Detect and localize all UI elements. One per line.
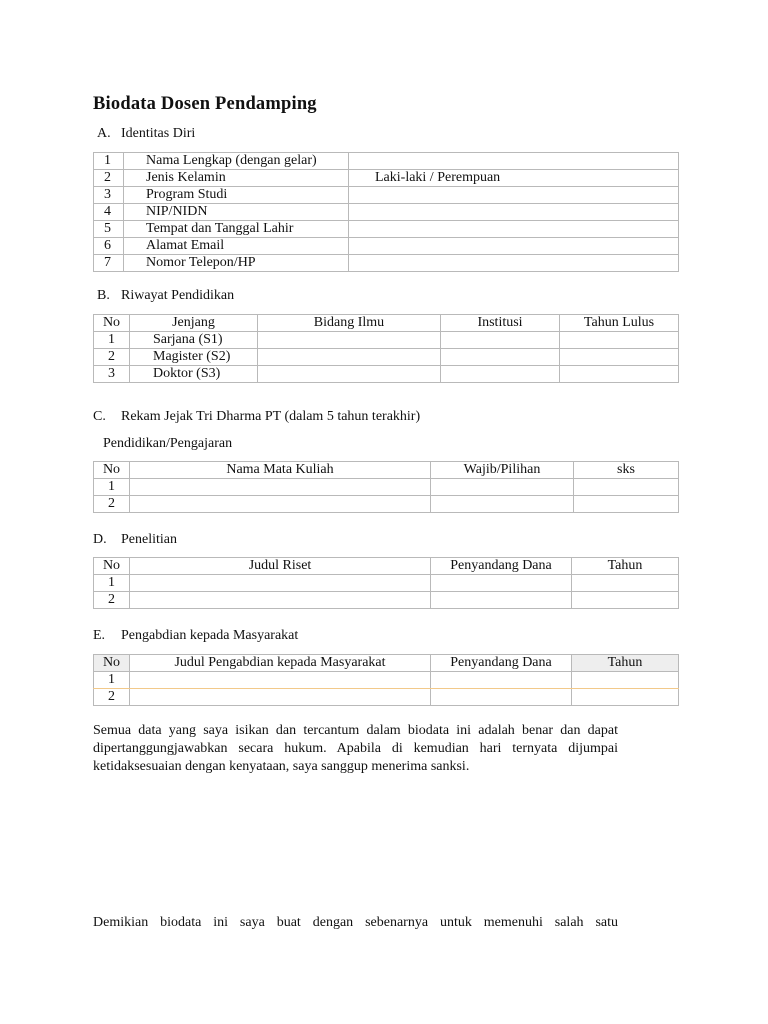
- jenjang-cell: Magister (S2): [130, 349, 258, 366]
- penelitian-table: [93, 557, 679, 609]
- empty-cell: [560, 349, 679, 366]
- column-header: Jenjang: [130, 315, 258, 332]
- column-header: No: [94, 462, 130, 479]
- section-a-heading: [97, 126, 195, 142]
- empty-cell: [572, 672, 679, 689]
- table-header-row: [94, 655, 679, 672]
- row-number: 5: [94, 221, 124, 238]
- row-number: 1: [94, 672, 130, 689]
- section-a-letter: A.: [97, 126, 111, 141]
- section-d-letter: D.: [93, 532, 107, 547]
- section-c-subheading: Pendidikan/Pengajaran: [103, 436, 233, 451]
- section-e-letter: E.: [93, 628, 106, 643]
- column-header: Penyandang Dana: [431, 655, 572, 672]
- empty-cell: [572, 575, 679, 592]
- column-header: Tahun: [572, 655, 679, 672]
- table-row: [94, 479, 679, 496]
- row-value: [349, 187, 679, 204]
- section-c-heading: [93, 409, 420, 425]
- section-b-heading: [97, 288, 234, 304]
- row-value: [349, 204, 679, 221]
- jenjang-cell: Sarjana (S1): [130, 332, 258, 349]
- row-label: Alamat Email: [124, 238, 349, 255]
- empty-cell: [431, 496, 574, 513]
- empty-cell: [431, 689, 572, 706]
- pengajaran-table: [93, 461, 679, 513]
- table-row: [94, 672, 679, 689]
- row-number: 2: [94, 689, 130, 706]
- row-number: 6: [94, 238, 124, 255]
- row-value: [349, 153, 679, 170]
- row-value: [349, 238, 679, 255]
- pengabdian-table: [93, 654, 679, 706]
- empty-cell: [574, 479, 679, 496]
- section-e-title: Pengabdian kepada Masyarakat: [121, 628, 299, 643]
- empty-cell: [130, 479, 431, 496]
- column-header: Penyandang Dana: [431, 558, 572, 575]
- row-number: 1: [94, 153, 124, 170]
- empty-cell: [130, 689, 431, 706]
- section-c-letter: C.: [93, 409, 106, 424]
- empty-cell: [572, 689, 679, 706]
- jenjang-cell: Doktor (S3): [130, 366, 258, 383]
- row-label: Jenis Kelamin: [124, 170, 349, 187]
- table-header-row: [94, 558, 679, 575]
- table-row: [94, 592, 679, 609]
- row-number: 2: [94, 496, 130, 513]
- column-header: Bidang Ilmu: [258, 315, 441, 332]
- empty-cell: [572, 592, 679, 609]
- empty-cell: [574, 496, 679, 513]
- row-label: Nomor Telepon/HP: [124, 255, 349, 272]
- row-number: 3: [94, 366, 130, 383]
- table-row: [94, 153, 679, 170]
- empty-cell: [441, 366, 560, 383]
- column-header: No: [94, 655, 130, 672]
- empty-cell: [431, 575, 572, 592]
- empty-cell: [130, 496, 431, 513]
- row-number: 3: [94, 187, 124, 204]
- column-header: Judul Pengabdian kepada Masyarakat: [130, 655, 431, 672]
- row-number: 2: [94, 592, 130, 609]
- empty-cell: [130, 575, 431, 592]
- empty-cell: [441, 349, 560, 366]
- column-header: No: [94, 315, 130, 332]
- pendidikan-table: [93, 314, 679, 383]
- section-d-heading: [93, 532, 177, 548]
- table-row: [94, 255, 679, 272]
- row-value: [349, 221, 679, 238]
- empty-cell: [431, 672, 572, 689]
- column-header: Institusi: [441, 315, 560, 332]
- table-row: [94, 496, 679, 513]
- row-number: 1: [94, 332, 130, 349]
- table-row: [94, 349, 679, 366]
- empty-cell: [258, 366, 441, 383]
- empty-cell: [431, 479, 574, 496]
- row-number: 2: [94, 170, 124, 187]
- row-number: 4: [94, 204, 124, 221]
- column-header: Tahun: [572, 558, 679, 575]
- table-row: [94, 332, 679, 349]
- row-label: Nama Lengkap (dengan gelar): [124, 153, 349, 170]
- table-header-row: [94, 462, 679, 479]
- row-label: Program Studi: [124, 187, 349, 204]
- identitas-table: [93, 152, 679, 272]
- column-header: No: [94, 558, 130, 575]
- empty-cell: [441, 332, 560, 349]
- empty-cell: [130, 672, 431, 689]
- row-number: 1: [94, 575, 130, 592]
- table-row: [94, 575, 679, 592]
- table-row: [94, 204, 679, 221]
- section-e-heading: [93, 628, 298, 644]
- section-c-title: Rekam Jejak Tri Dharma PT (dalam 5 tahun terakhir): [121, 409, 421, 424]
- section-b-title: Riwayat Pendidikan: [121, 288, 235, 303]
- column-header: Tahun Lulus: [560, 315, 679, 332]
- row-value: [349, 255, 679, 272]
- column-header: Judul Riset: [130, 558, 431, 575]
- row-number: 1: [94, 479, 130, 496]
- empty-cell: [431, 592, 572, 609]
- statement-paragraph: Semua data yang saya isikan dan tercantum dalam biodata ini adalah benar dan dapat dipertanggungjawabkan secara hukum. Apabila di kemudian hari ternyata dijumpai ketidaksesuaian dengan kenyataan, saya sanggup menerima sanksi.: [93, 723, 618, 774]
- row-label: Tempat dan Tanggal Lahir: [124, 221, 349, 238]
- empty-cell: [258, 349, 441, 366]
- table-row: [94, 187, 679, 204]
- column-header: sks: [574, 462, 679, 479]
- table-row: [94, 221, 679, 238]
- row-label: NIP/NIDN: [124, 204, 349, 221]
- table-row: [94, 170, 679, 187]
- empty-cell: [560, 366, 679, 383]
- row-number: 2: [94, 349, 130, 366]
- row-number: 7: [94, 255, 124, 272]
- row-value: Laki-laki / Perempuan: [349, 170, 679, 187]
- empty-cell: [560, 332, 679, 349]
- table-row: [94, 238, 679, 255]
- closing-paragraph: Demikian biodata ini saya buat dengan sebenarnya untuk memenuhi salah satu: [93, 915, 618, 930]
- table-row: [94, 689, 679, 706]
- section-b-letter: B.: [97, 288, 110, 303]
- empty-cell: [130, 592, 431, 609]
- table-row: [94, 366, 679, 383]
- document-title: Biodata Dosen Pendamping: [93, 94, 317, 114]
- column-header: Nama Mata Kuliah: [130, 462, 431, 479]
- section-a-title: Identitas Diri: [121, 126, 196, 141]
- section-d-title: Penelitian: [121, 532, 177, 547]
- empty-cell: [258, 332, 441, 349]
- table-header-row: [94, 315, 679, 332]
- column-header: Wajib/Pilihan: [431, 462, 574, 479]
